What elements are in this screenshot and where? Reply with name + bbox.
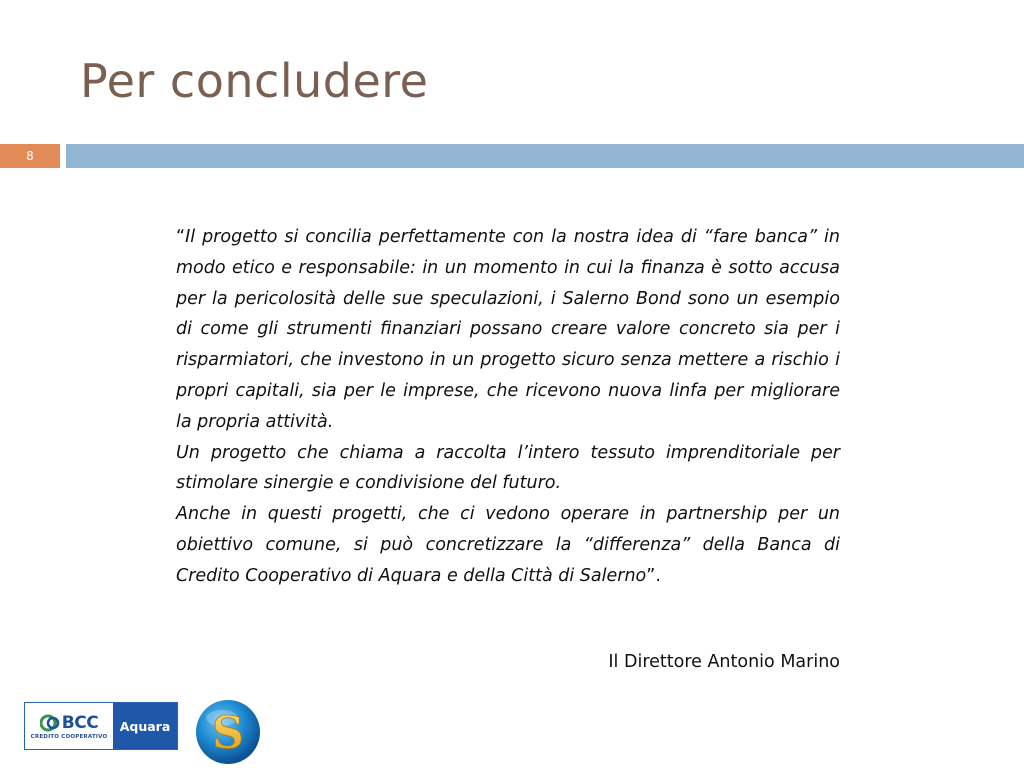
quote-paragraph-1: [176, 222, 840, 438]
quote-paragraph-3: [176, 499, 840, 591]
slide-number: 8: [26, 149, 34, 163]
quote-block: [176, 222, 840, 592]
bcc-logo-mark: [25, 703, 113, 749]
slide-title: Per concludere: [80, 54, 429, 108]
salerno-logo-letter: S: [212, 708, 244, 759]
salerno-bond-logo-icon: [194, 698, 262, 766]
quote-paragraph-3-text: Anche in questi progetti, che ci vedono operare in partnership per un obiettivo comune, si può concretizzare la “differenza” della Banca di Credito Cooperativo di Aquara e della Città di Salerno: [176, 504, 840, 586]
quote-open-mark: “: [176, 227, 186, 247]
title-divider-bar: [66, 144, 1024, 168]
quote-paragraph-2: Un progetto che chiama a raccolta l’intero tessuto imprenditoriale per stimolare sinergie e condivisione del futuro.: [176, 442, 840, 494]
bcc-logo-text: BCC: [61, 712, 99, 733]
quote-paragraph-1-text: Il progetto si concilia perfettamente con la nostra idea di “fare banca” in modo etico e responsabile: in un momento in cui la finanza è sotto accusa per la pericolosità delle sue speculazioni, i Salerno Bond sono un esempio di come gli strumenti finanziari possano creare valore concreto sia per i risparmiatori, che investono in un progetto sicuro senza mettere a rischio i propri capitali, sia per le imprese, che ricevono nuova linfa per migliorare la propria attività.: [176, 227, 840, 432]
bcc-aquara-logo: [24, 702, 178, 750]
bcc-logo-subtext: CREDITO COOPERATIVO: [30, 733, 108, 740]
bcc-branch-label: Aquara: [113, 703, 177, 749]
slide-number-badge: [0, 144, 60, 168]
signature: Il Direttore Antonio Marino: [608, 652, 840, 672]
quote-close-mark: ”.: [646, 565, 661, 586]
bcc-symbol-icon: [40, 713, 60, 733]
